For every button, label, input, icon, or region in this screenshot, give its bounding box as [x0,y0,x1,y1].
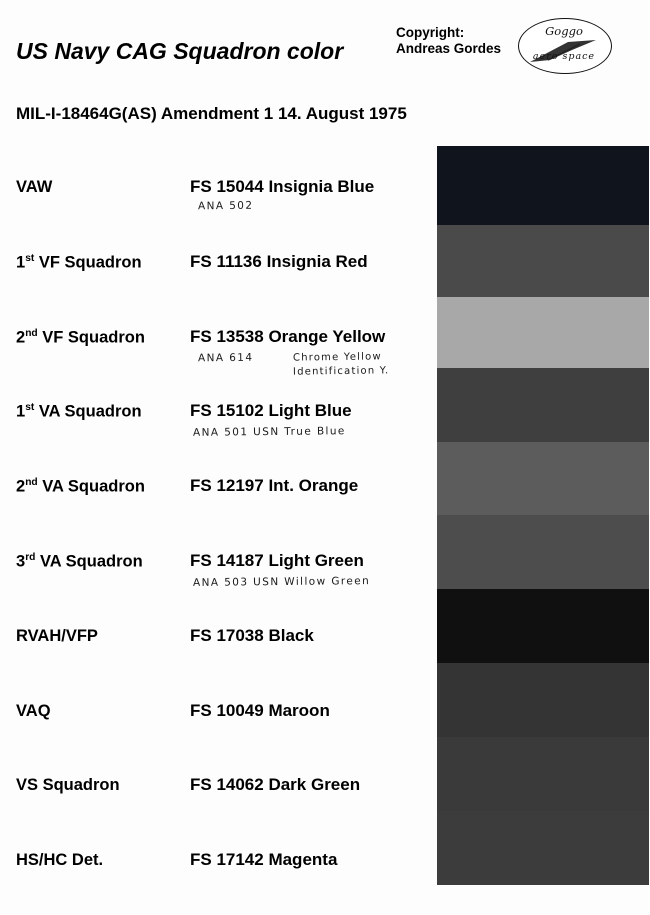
handwritten-annotation: Identification Y. [292,364,390,378]
copyright-author: Andreas Gordes [396,41,502,56]
handwritten-annotation: Chrome Yellow [292,350,382,364]
color-swatch [437,146,649,225]
squadron-label: 3rd VA Squadron [16,551,143,571]
copyright-label: Copyright: [396,25,465,40]
color-swatch [437,663,649,737]
color-table [0,146,650,894]
fs-color-name: FS 10049 Maroon [190,700,330,720]
handwritten-annotation: ANA 501 USN True Blue [192,425,346,440]
color-swatch [437,589,649,663]
color-swatch [437,515,649,589]
fs-color-name: FS 11136 Insignia Red [190,251,368,271]
color-swatch [437,811,649,885]
squadron-label: 1st VA Squadron [16,402,142,421]
fs-color-name: FS 13538 Orange Yellow [190,326,386,346]
handwritten-annotation: ANA 502 [197,199,254,213]
fs-color-name: FS 14062 Dark Green [190,775,361,795]
fs-color-name: FS 15102 Light Blue [190,401,352,421]
color-swatch [437,442,649,515]
document-header [0,0,650,92]
goggo-aerospace-logo [518,18,614,76]
color-swatch [437,737,649,811]
squadron-label: VAQ [16,701,51,720]
fs-color-name: FS 14187 Light Green [190,550,364,570]
color-swatch [437,225,649,297]
handwritten-annotation: ANA 614 [197,351,254,364]
fs-color-name: FS 12197 Int. Orange [190,476,359,496]
squadron-label: 1st VF Squadron [16,252,142,272]
page-title: US Navy CAG Squadron color [16,38,344,64]
copyright-block [396,25,501,57]
specification-subtitle: MIL-I-18464G(AS) Amendment 1 14. August 1975 [16,104,407,123]
fs-color-name: FS 17142 Magenta [190,850,338,870]
squadron-label: RVAH/VFP [16,626,98,645]
squadron-label: HS/HC Det. [16,851,104,870]
squadron-label: 2nd VF Squadron [16,327,145,347]
logo-tagline: aero space [532,51,596,62]
fs-color-name: FS 17038 Black [190,625,314,645]
color-swatch [437,368,649,442]
squadron-label: VS Squadron [16,776,120,795]
squadron-label: 2nd VA Squadron [16,477,145,496]
color-swatch [437,297,649,368]
logo-brand-text: Goggo [545,24,583,38]
handwritten-annotation: ANA 503 USN Willow Green [192,575,371,589]
squadron-label: VAW [16,178,53,196]
fs-color-name: FS 15044 Insignia Blue [190,177,375,196]
